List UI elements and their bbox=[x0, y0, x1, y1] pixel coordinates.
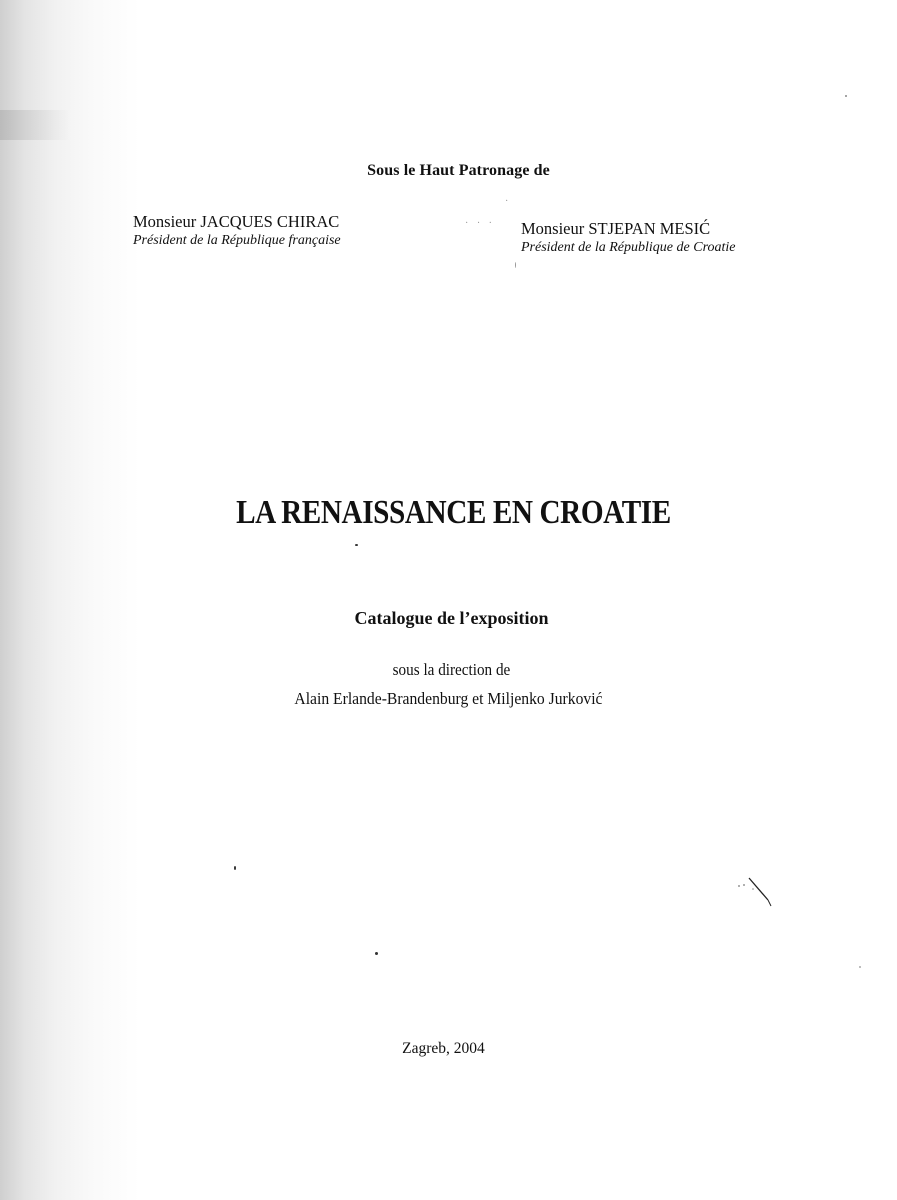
scan-speck bbox=[859, 966, 861, 968]
imprint-place-date: Zagreb, 2004 bbox=[402, 1040, 485, 1057]
patron-right-title: Président de la République de Croatie bbox=[521, 240, 736, 255]
patron-right-name: Monsieur STJEPAN MESIĆ bbox=[521, 219, 711, 238]
patron-left bbox=[133, 212, 341, 250]
scan-speck bbox=[515, 262, 516, 268]
editors: Alain Erlande-Brandenburg et Miljenko Jurković bbox=[294, 689, 603, 708]
scan-dots: · bbox=[505, 196, 512, 207]
patronage-heading: Sous le Haut Patronage de bbox=[367, 162, 550, 179]
patron-right bbox=[521, 219, 736, 257]
scan-mark bbox=[733, 870, 778, 910]
scan-dots: · · · bbox=[465, 218, 495, 229]
patron-left-name: Monsieur JACQUES CHIRAC bbox=[133, 212, 340, 231]
spine-shadow bbox=[0, 110, 70, 140]
catalogue-subtitle: Catalogue de l’exposition bbox=[354, 608, 549, 628]
scan-speck bbox=[355, 544, 358, 546]
scan-speck bbox=[234, 866, 236, 870]
scan-speck bbox=[375, 952, 378, 955]
book-title: LA RENAISSANCE EN CROATIE bbox=[236, 494, 671, 531]
direction-label: sous la direction de bbox=[392, 660, 511, 679]
scan-speck bbox=[845, 95, 847, 97]
patron-left-title: Président de la République française bbox=[133, 233, 341, 248]
